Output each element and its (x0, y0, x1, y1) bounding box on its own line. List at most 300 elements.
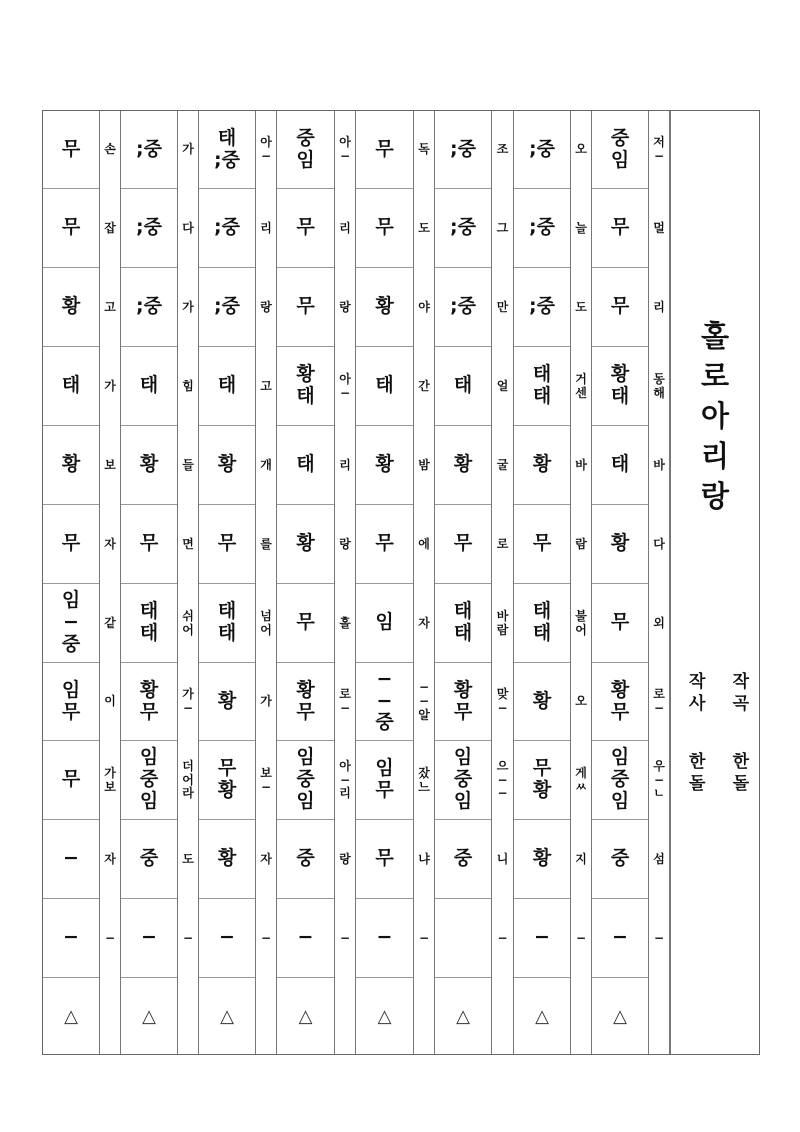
lyric-cell (571, 268, 591, 347)
rest-triangle-icon: △ (64, 1005, 78, 1027)
note-cell (121, 899, 177, 978)
note-text: 중 (453, 768, 473, 791)
note-text: 중 (610, 768, 630, 791)
notation-column (277, 111, 334, 1054)
lyric-text: 늘 (575, 220, 587, 235)
lyric-cell (571, 899, 591, 978)
lyric-cell (414, 505, 434, 584)
note-text: 태 (453, 622, 473, 644)
note-text: 무 (61, 700, 81, 723)
note-cell (514, 741, 570, 820)
note-text: 임 (139, 746, 159, 769)
lyric-text: 개 (260, 457, 272, 472)
lyric-cell (649, 978, 669, 1056)
note-cell (356, 426, 413, 505)
note-cell (514, 505, 570, 584)
lyric-text: 도 (418, 220, 430, 235)
lyric-cell (492, 111, 513, 189)
lyric-cell (649, 584, 669, 663)
note-cell (43, 978, 99, 1056)
lyric-cell (100, 505, 120, 584)
note-cell (199, 268, 255, 347)
note-text: 황 (217, 847, 237, 870)
note-cell (356, 347, 413, 426)
notation-column (121, 111, 177, 1054)
credit-role-char: 곡 (732, 694, 749, 714)
note-text: ;중 (529, 295, 555, 318)
note-text: 무 (610, 700, 630, 723)
lyric-text: 바 (575, 457, 587, 472)
note-text: 임 (453, 789, 473, 812)
lyric-text: 아 (339, 135, 351, 150)
lyric-cell (100, 978, 120, 1056)
lyric-text: 로 (339, 687, 351, 702)
note-cell (121, 505, 177, 584)
note-cell (121, 820, 177, 899)
note-text: 태 (532, 385, 552, 407)
note-cell (43, 347, 99, 426)
note-text: ;중 (529, 216, 555, 239)
rest-triangle-icon: △ (613, 1005, 627, 1027)
note-cell (592, 741, 648, 820)
lyric-text: − (339, 149, 351, 163)
note-cell (435, 347, 491, 426)
note-text: ;중 (214, 148, 240, 171)
lyric-cell (178, 584, 198, 663)
note-cell (514, 189, 570, 268)
lyric-text: 보 (260, 765, 272, 780)
lyric-text: − (653, 701, 665, 715)
lyric-text: 보 (104, 779, 116, 794)
lyric-text: 센 (575, 385, 587, 400)
credit-role-char: 작 (689, 672, 706, 692)
lyric-text: 고 (104, 299, 116, 314)
lyric-cell (256, 820, 276, 899)
note-text: − (376, 926, 393, 949)
note-cell (514, 268, 570, 347)
lyric-text: 더 (182, 758, 194, 773)
lyric-cell (256, 741, 276, 820)
note-text: 임 (610, 148, 630, 171)
lyric-cell (492, 189, 513, 268)
lyric-text: 도 (182, 851, 194, 866)
lyric-cell (414, 426, 434, 505)
lyric-cell (414, 584, 434, 663)
lyric-text: − (653, 149, 665, 163)
lyric-cell (492, 820, 513, 899)
note-text: 황 (61, 453, 81, 476)
lyric-text: 아 (339, 758, 351, 773)
lyric-text: 람 (575, 536, 587, 551)
lyric-cell (414, 268, 434, 347)
lyric-text: 보 (104, 457, 116, 472)
note-text: 무 (375, 779, 394, 801)
note-cell (199, 505, 255, 584)
lyric-text: 외 (653, 615, 665, 630)
credit-role-char: 사 (689, 694, 706, 714)
note-cell (199, 347, 255, 426)
note-text: 임 (296, 148, 315, 171)
note-text: − (219, 926, 235, 949)
note-cell (592, 111, 648, 189)
note-cell (121, 347, 177, 426)
lyric-cell (335, 268, 355, 347)
lyric-text: 어 (260, 622, 272, 637)
note-text: 임 (139, 789, 159, 812)
note-text: 태 (375, 374, 394, 397)
lyric-text: 저 (653, 135, 665, 150)
note-cell (356, 111, 413, 189)
lyric-text: 바 (496, 608, 509, 623)
score-sheet (42, 110, 760, 1055)
note-cell (592, 663, 648, 741)
lyric-text: 동 (653, 371, 665, 386)
lyric-text: 으 (496, 758, 509, 773)
note-text: 무 (217, 532, 237, 555)
lyric-cell (649, 268, 669, 347)
note-text: 중 (610, 847, 630, 870)
rest-triangle-icon: △ (377, 1005, 392, 1027)
lyric-cell (100, 268, 120, 347)
lyric-text: 리 (339, 220, 351, 235)
lyric-text: − (497, 701, 508, 715)
note-cell (514, 820, 570, 899)
lyric-text: 자 (260, 851, 272, 866)
note-text: 임 (610, 789, 630, 812)
note-cell (514, 978, 570, 1056)
lyric-cell (492, 268, 513, 347)
lyric-text: 간 (418, 378, 430, 393)
note-text: 무 (61, 137, 81, 160)
lyric-cell (178, 741, 198, 820)
lyric-text: 랑 (339, 851, 351, 866)
note-cell (43, 899, 99, 978)
lyric-text: 조 (496, 142, 509, 157)
lyric-text: − (104, 930, 116, 945)
credit-name-char: 한 (732, 752, 749, 772)
note-text: 무 (61, 216, 81, 239)
note-text: 무 (453, 700, 473, 723)
note-cell (435, 899, 491, 978)
lyric-cell (492, 741, 513, 820)
notation-column (514, 111, 570, 1054)
lyric-text: 어 (575, 622, 587, 637)
lyric-cell (100, 111, 120, 189)
note-text: 황 (375, 453, 394, 476)
lyric-cell (335, 347, 355, 426)
note-text: 무 (610, 295, 630, 318)
lyric-text: 게 (575, 765, 587, 780)
note-text: ;중 (136, 137, 162, 160)
lyric-text: − (575, 930, 587, 945)
note-cell (356, 899, 413, 978)
lyric-cell (178, 189, 198, 268)
note-text: 무 (375, 137, 394, 160)
lyric-cell (649, 111, 669, 189)
lyric-cell (571, 584, 591, 663)
lyric-cell (256, 426, 276, 505)
notation-column (356, 111, 413, 1054)
lyric-cell (649, 899, 669, 978)
note-text: 황 (296, 363, 315, 386)
note-cell (356, 741, 413, 820)
lyric-text: 어 (182, 772, 194, 787)
lyric-text: − (418, 680, 430, 695)
note-cell (356, 584, 413, 663)
lyric-text: 다 (182, 220, 194, 235)
note-text: ;중 (450, 137, 476, 160)
lyric-text: − (339, 930, 351, 945)
lyric-cell (100, 347, 120, 426)
lyric-cell (571, 978, 591, 1056)
note-cell (592, 268, 648, 347)
credit-role-char: 작 (732, 672, 749, 692)
lyric-text: 쉬 (182, 608, 194, 623)
credit-name-char: 돌 (689, 774, 706, 794)
note-text: 중 (296, 126, 315, 149)
note-cell (592, 820, 648, 899)
note-text: − (376, 667, 393, 690)
note-text: 황 (217, 779, 237, 801)
note-cell (592, 426, 648, 505)
lyric-column (648, 111, 670, 1054)
note-text: ;중 (136, 216, 162, 239)
lyric-text: 고 (260, 378, 272, 393)
credit-name-char: 한 (689, 752, 706, 772)
lyric-column (177, 111, 199, 1054)
lyric-text: 그 (496, 220, 509, 235)
lyric-cell (100, 189, 120, 268)
lyric-cell (492, 426, 513, 505)
lyric-text: 얼 (496, 378, 509, 393)
note-cell (435, 820, 491, 899)
note-text: 중 (296, 847, 315, 870)
lyric-cell (335, 820, 355, 899)
note-cell (121, 978, 177, 1056)
lyric-cell (492, 899, 513, 978)
note-text: 황 (217, 689, 237, 712)
note-cell (277, 899, 334, 978)
lyric-cell (414, 663, 434, 741)
lyric-text: 이 (104, 694, 116, 709)
note-text: 임 (296, 789, 315, 812)
note-text: 중 (375, 711, 394, 734)
lyric-column (570, 111, 592, 1054)
title-char: 홀 (700, 319, 729, 353)
lyric-text: 불 (575, 608, 587, 623)
note-text: 황 (532, 779, 552, 801)
note-text: 중 (139, 768, 159, 791)
note-text: 무 (139, 700, 159, 723)
lyric-column (413, 111, 435, 1054)
note-text: 무 (453, 532, 473, 555)
lyric-cell (335, 899, 355, 978)
note-cell (277, 584, 334, 663)
note-cell (121, 663, 177, 741)
title-char: 아 (700, 399, 729, 433)
lyric-text: − (182, 701, 194, 715)
lyric-cell (335, 584, 355, 663)
note-cell (435, 505, 491, 584)
note-text: ;중 (136, 295, 162, 318)
lyric-text: − (653, 772, 665, 787)
note-cell (277, 268, 334, 347)
note-text: 태 (532, 600, 552, 623)
note-cell (592, 505, 648, 584)
lyric-cell (178, 663, 198, 741)
note-text: − (63, 926, 79, 949)
note-text: 황 (296, 532, 315, 555)
lyric-text: − (653, 930, 665, 945)
note-text: − (297, 926, 314, 949)
note-cell (356, 189, 413, 268)
lyric-text: − (418, 930, 430, 945)
note-text: 무 (532, 757, 552, 780)
title-char: 로 (700, 359, 729, 393)
lyric-cell (178, 899, 198, 978)
note-text: ;중 (450, 295, 476, 318)
notation-column (199, 111, 255, 1054)
note-text: 태 (139, 622, 159, 644)
lyric-cell (100, 584, 120, 663)
note-cell (435, 426, 491, 505)
lyric-cell (492, 663, 513, 741)
note-text: − (612, 926, 628, 949)
lyric-text: − (260, 930, 272, 945)
lyric-cell (100, 663, 120, 741)
note-cell (121, 584, 177, 663)
lyric-text: 오 (575, 694, 587, 709)
rest-triangle-icon: △ (535, 1005, 549, 1027)
note-cell (277, 111, 334, 189)
lyric-cell (178, 111, 198, 189)
note-text: 황 (532, 847, 552, 870)
title-panel (670, 111, 759, 1054)
lyric-column (491, 111, 514, 1054)
lyric-cell (256, 268, 276, 347)
note-text: 무 (61, 532, 81, 555)
lyric-text: 어 (182, 622, 194, 637)
lyric-text: 들 (182, 457, 194, 472)
note-text: 임 (61, 589, 81, 612)
note-cell (435, 663, 491, 741)
lyric-text: 냐 (418, 851, 430, 866)
note-text: ;중 (214, 216, 240, 239)
note-text: 무 (217, 757, 237, 780)
notation-column (435, 111, 491, 1054)
lyric-column (255, 111, 277, 1054)
lyric-text: 랑 (339, 536, 351, 551)
lyric-cell (571, 347, 591, 426)
title-char: 리 (700, 439, 729, 473)
note-text: 태 (139, 374, 159, 397)
lyricist-credit (689, 671, 705, 795)
lyric-cell (100, 820, 120, 899)
note-text: 태 (532, 622, 552, 644)
lyric-cell (414, 899, 434, 978)
note-cell (356, 505, 413, 584)
lyric-cell (414, 741, 434, 820)
note-text: 중 (610, 126, 630, 149)
note-text: ;중 (529, 137, 555, 160)
note-cell (199, 663, 255, 741)
note-text: − (141, 926, 157, 949)
note-text: 황 (217, 453, 237, 476)
note-text: 태 (610, 385, 630, 407)
note-cell (43, 505, 99, 584)
lyric-text: 야 (418, 299, 430, 314)
lyric-text: − (182, 930, 194, 945)
lyric-text: 잡 (104, 220, 116, 235)
note-cell (356, 268, 413, 347)
lyric-cell (256, 505, 276, 584)
note-cell (43, 268, 99, 347)
note-cell (277, 505, 334, 584)
lyric-text: 힘 (182, 378, 194, 393)
lyric-text: 리 (260, 220, 272, 235)
notation-column (592, 111, 648, 1054)
note-text: − (376, 689, 393, 712)
lyric-text: − (497, 786, 508, 801)
lyric-cell (571, 426, 591, 505)
lyric-cell (649, 505, 669, 584)
lyric-text: 면 (182, 536, 194, 551)
note-text: 황 (61, 295, 81, 318)
note-text: 임 (375, 611, 394, 634)
song-title (671, 316, 759, 516)
note-cell (43, 663, 99, 741)
lyric-text: 랑 (260, 299, 272, 314)
note-cell (121, 741, 177, 820)
lyric-text: 알 (418, 707, 430, 722)
note-cell (356, 978, 413, 1056)
note-text: ;중 (214, 295, 240, 318)
lyric-cell (256, 978, 276, 1056)
lyric-cell (100, 899, 120, 978)
lyric-cell (335, 978, 355, 1056)
note-cell (121, 268, 177, 347)
note-text: 황 (139, 678, 159, 701)
lyric-cell (256, 899, 276, 978)
note-cell (121, 426, 177, 505)
note-text: 태 (610, 453, 630, 476)
lyric-text: 넘 (260, 608, 272, 623)
lyric-text: 도 (575, 299, 587, 314)
note-text: 황 (610, 532, 630, 555)
lyric-text: 가 (182, 687, 194, 702)
note-cell (514, 347, 570, 426)
note-text: 태 (61, 374, 81, 397)
note-cell (356, 663, 413, 741)
note-cell (121, 189, 177, 268)
note-text: 태 (453, 600, 473, 623)
notation-column (43, 111, 99, 1054)
lyric-text: 섬 (653, 851, 665, 866)
note-text: 태 (453, 374, 473, 397)
lyric-text: 굴 (496, 457, 509, 472)
note-cell (277, 347, 334, 426)
note-text: 무 (375, 216, 394, 239)
note-cell (43, 820, 99, 899)
note-cell (277, 741, 334, 820)
lyric-text: 리 (653, 299, 665, 314)
lyric-cell (178, 505, 198, 584)
note-text: 중 (453, 847, 473, 870)
lyric-text: 가 (182, 299, 194, 314)
note-cell (592, 978, 648, 1056)
lyric-text: 다 (653, 536, 665, 551)
note-cell (199, 584, 255, 663)
